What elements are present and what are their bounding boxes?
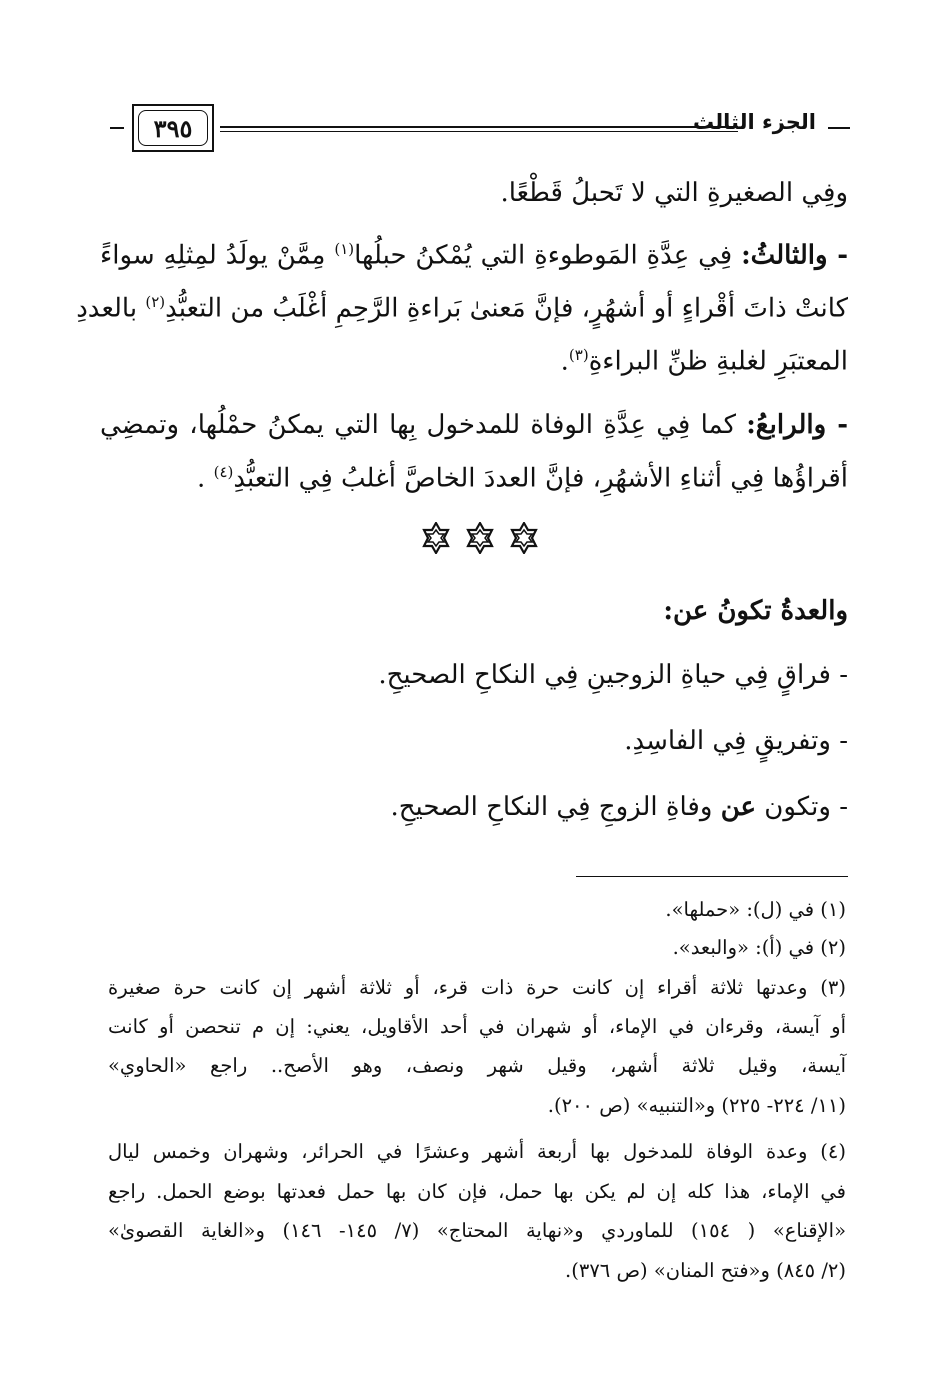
footnote-line: (٢/ ٨٤٥) و«فتح المنان» (ص ٣٧٦).: [565, 1259, 846, 1282]
text-span: بالعددِ: [76, 293, 146, 324]
footnote-ref: (٤): [213, 463, 234, 481]
footnote-line: (٣) وعدتها ثلاثة أقراء إن كانت حرة ذات قرء، أو ثلاثة أشهر إن كانت حرة صغيرة: [108, 976, 846, 999]
star-ornament-icon: [464, 522, 496, 554]
text-span: وفِي الصغيرةِ التي لا تَحبلُ قَطْعًا.: [500, 178, 848, 208]
footnote: (١) في (ل): «حملها».: [665, 898, 846, 921]
header-rule-right: [828, 127, 850, 129]
text-line: [663, 596, 848, 626]
footnote-line: أو آيسة، وقرءان في الإماء، أو شهران في أحد الأقاويل، يعني: إن م تنحصن أو كانت: [108, 1015, 846, 1038]
text-line: [76, 293, 848, 324]
footnote: (٢) في (أ): «والبعد».: [672, 936, 846, 959]
footnote-ref: (١): [334, 240, 355, 258]
text-span: مِمَّنْ يولَدُ لمِثلِهِ سواءً: [100, 240, 335, 271]
footnote-ref: (٣): [568, 346, 589, 364]
section-divider: [420, 522, 540, 562]
list-item: [378, 660, 848, 690]
header-rule-thin: [220, 131, 738, 132]
text-line: [100, 410, 848, 440]
running-title: الجزء الثالث: [693, 110, 816, 134]
footnote-line: آيسة، وقيل ثلاثة أشهر، وقيل شهر ونصف، وهو الأصح.. راجع «الحاوي»: [108, 1054, 846, 1077]
section-label: - والرابعُ:: [746, 410, 848, 440]
text-span: المعتبَرِ لغلبةِ ظنِّ البراءةِ: [588, 346, 848, 377]
text-span: - فراقٍ فِي حياةِ الزوجينِ فِي النكاحِ الصحيحِ.: [378, 660, 848, 690]
text-line: [561, 346, 848, 377]
footnote-line: (١١/ ٢٢٤- ٢٢٥) و«التنبيه» (ص ٢٠٠).: [547, 1094, 846, 1117]
star-ornament-icon: [420, 522, 452, 554]
text-span: .: [560, 346, 569, 377]
list-item: [390, 792, 848, 822]
text-line: [100, 240, 848, 271]
header-rule-left: [110, 127, 124, 129]
text-span: كانتْ ذاتَ أقْراءٍ أو أشهُرٍ، فإنَّ مَعنىٰ بَراءةِ الرَّحِمِ أغْلَبُ من التعبُّدِ: [165, 293, 848, 324]
header-rule: [220, 126, 738, 128]
text-span: .: [197, 463, 214, 494]
page-number-frame: [132, 104, 214, 152]
list-item: [624, 726, 848, 756]
text-line: [500, 178, 848, 208]
footnote-separator: [576, 876, 848, 877]
page-number: ٣٩٥: [138, 110, 208, 146]
footnote-line: (٤) وعدة الوفاة للمدخول بها أربعة أشهر وعشرًا في الحرائر، وشهران وخمس ليال: [108, 1140, 846, 1163]
text-span: وفاةِ الزوجِ فِي النكاحِ الصحيحِ.: [390, 792, 721, 822]
emphasis: عن: [720, 792, 756, 822]
star-ornament-icon: [508, 522, 540, 554]
footnote-ref: (٢): [145, 293, 166, 311]
text-span: أقراؤُها فِي أثناءِ الأشهُرِ، فإنَّ العددَ الخاصَّ أغلبُ فِي التعبُّدِ: [233, 463, 848, 494]
text-line: [197, 463, 848, 494]
text-span: - وتكون: [756, 792, 848, 822]
section-label: - والثالثُ:: [741, 240, 848, 271]
text-span: كما فِي عِدَّةِ الوفاة للمدخول بِها التي يمكنُ حمْلُها، وتمضِي: [100, 410, 747, 440]
footnote-line: «الإقناع» ( ١٥٤) للماوردي و«نهاية المحتاج» (٧/ ١٤٥- ١٤٦) و«الغاية القصوىٰ»: [108, 1219, 846, 1242]
page-header: [110, 100, 850, 158]
text-span: فِي عِدَّةِ المَوطوءةِ التي يُمْكنُ حبلُها: [354, 240, 742, 271]
text-span: - وتفريقٍ فِي الفاسِدِ.: [624, 726, 848, 756]
subheading: والعدةُ تكونُ عن:: [663, 596, 848, 626]
footnote-line: في الإماء، هذا كله إن لم يكن بها حمل، فإن كان بها حمل فعدتها بوضع الحمل. راجع: [108, 1180, 846, 1203]
